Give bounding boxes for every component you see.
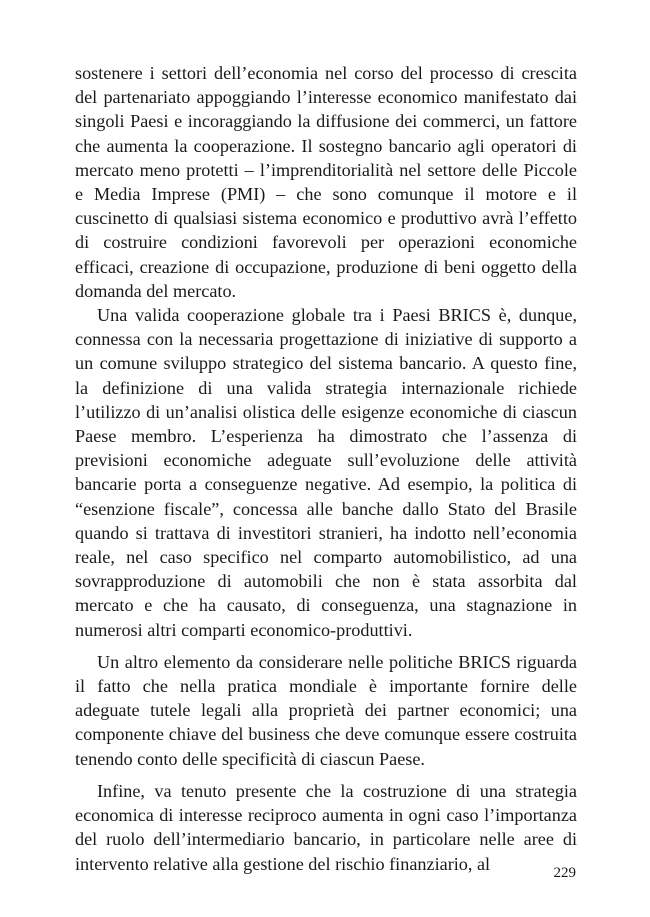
paragraph-brics-cooperation: Una valida cooperazione globale tra i Paesi BRICS è, dunque, connessa con la necessaria progettazione di iniziative di supporto a un comune sviluppo strategico del sistema bancario. A questo fine, la definizione di una valida strategia internazionale richiede l’utilizzo di un’analisi olistica delle esigenze economiche di ciascun Paese membro. L’esperienza ha dimostrato che l’assenza di previsioni economiche adeguate sull’evoluzione delle attività bancarie porta a conseguenze negative. Ad esempio, la politica di “esenzione fiscale”, concessa alle banche dallo Stato del Brasile quando si trattava di investitori stranieri, ha indotto nell’economia reale, nel caso specifico nel comparto automobilistico, ad una sovrapproduzione di automobili che non è stata assorbita dal mercato e che ha causato, di conseguenza, una stagnazione in numerosi altri comparti economico-produttivi. [75, 305, 577, 640]
paragraph-banking-intermediary: Infine, va tenuto presente che la costruzione di una strategia economica di interesse reciproco aumenta in ogni caso l’importanza del ruolo dell’intermediario bancario, in particolare nelle aree di intervento relative alla gestione del rischio finanziario, al [75, 780, 577, 874]
body-text [75, 61, 577, 876]
paragraph-continuation: sostenere i settori dell’economia nel corso del processo di crescita del partenariato appoggiando l’interesse economico manifestato dai singoli Paesi e incoraggiando la diffusione dei commerci, un fattore che aumenta la cooperazione. Il sostegno bancario agli operatori di mercato meno protetti – l’imprenditorialità nel settore delle Piccole e Media Imprese (PMI) – che sono comunque il motore e il cuscinetto di qualsiasi sistema economico e produttivo avrà l’effetto di costruire condizioni favorevoli per operazioni economiche efficaci, creazione di occupazione, produzione di beni oggetto della domanda del mercato. [75, 63, 577, 301]
paragraph-legal-protection: Un altro elemento da considerare nelle politiche BRICS riguarda il fatto che nella pratica mondiale è importante fornire delle adeguate tutele legali alla proprietà dei partner economici; una componente chiave del business che deve comunque essere costruita tenendo conto delle specificità di ciascun Paese. [75, 651, 577, 769]
page-number: 229 [553, 865, 576, 881]
